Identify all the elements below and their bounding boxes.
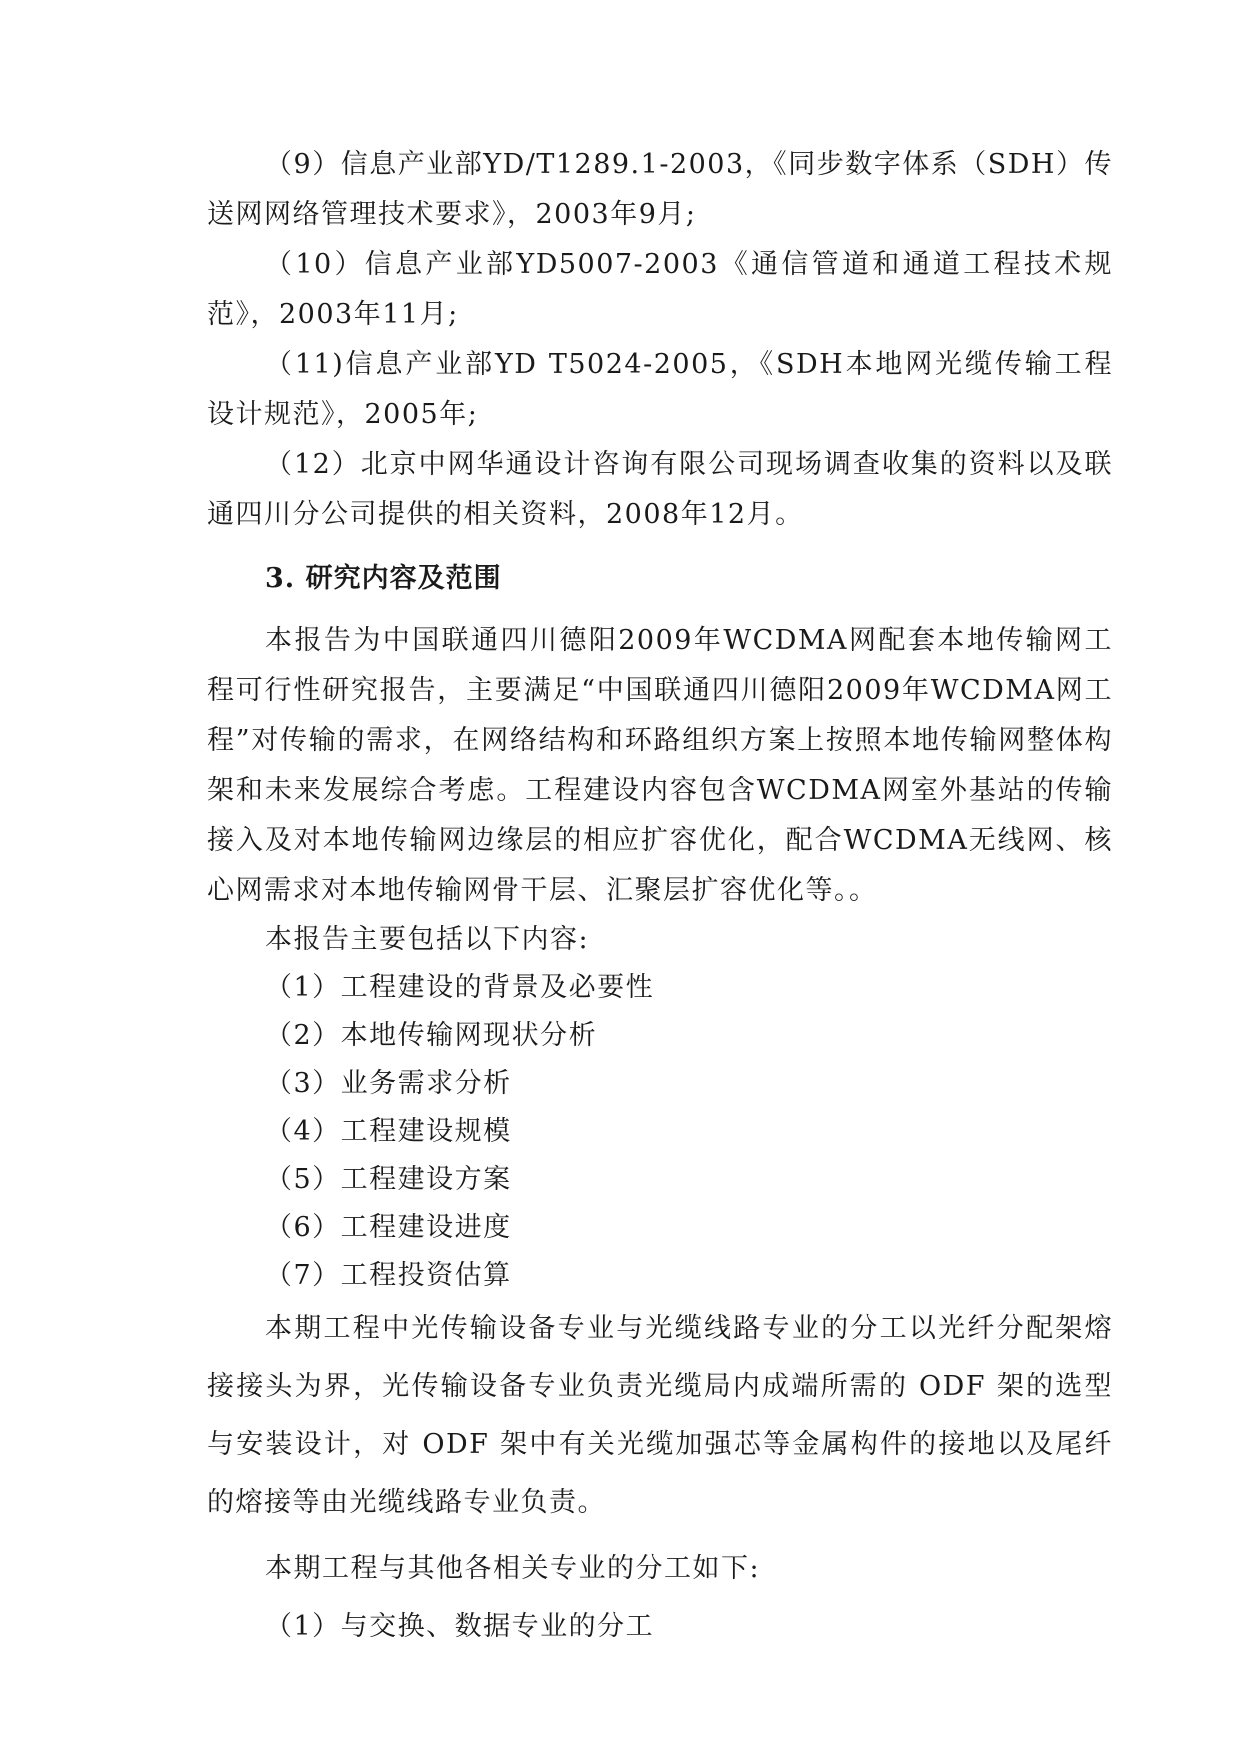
contents-item-3: （3）业务需求分析	[265, 1068, 512, 1099]
other-division-item-1: （1）与交换、数据专业的分工	[265, 1611, 655, 1642]
contents-item-1: （1）工程建设的背景及必要性	[265, 972, 655, 1003]
reference-10: （10）信息产业部YD5007-2003《通信管道和通道工程技术规范》，2003年11月;	[207, 249, 1113, 330]
contents-lead: 本报告主要包括以下内容:	[265, 924, 590, 955]
division-paragraph: 本期工程中光传输设备专业与光缆线路专业的分工以光纤分配架熔接接头为界，光传输设备专业负责光缆局内成端所需的 ODF 架的选型与安装设计，对 ODF 架中有关光缆加强芯等金属构件的接地以及尾纤的熔接等由光缆线路专业负责。	[207, 1313, 1113, 1518]
reference-12: （12）北京中网华通设计咨询有限公司现场调查收集的资料以及联通四川分公司提供的相关资料，2008年12月。	[207, 449, 1113, 530]
contents-item-7: （7）工程投资估算	[265, 1260, 512, 1291]
reference-11: （11)信息产业部YD T5024-2005，《SDH本地网光缆传输工程设计规范》，2005年;	[207, 349, 1113, 430]
document-page	[207, 140, 1113, 1656]
contents-item-4: （4）工程建设规模	[265, 1116, 512, 1147]
section-heading: 3. 研究内容及范围	[265, 563, 502, 594]
section-intro: 本报告为中国联通四川德阳2009年WCDMA网配套本地传输网工程可行性研究报告，主要满足“中国联通四川德阳2009年WCDMA网工程”对传输的需求，在网络结构和环路组织方案上按照本地传输网整体构架和未来发展综合考虑。工程建设内容包含WCDMA网室外基站的传输接入及对本地传输网边缘层的相应扩容优化，配合WCDMA无线网、核心网需求对本地传输网骨干层、汇聚层扩容优化等。。	[207, 625, 1113, 906]
contents-item-6: （6）工程建设进度	[265, 1212, 512, 1243]
reference-9: （9）信息产业部YD/T1289.1-2003，《同步数字体系（SDH）传送网网络管理技术要求》，2003年9月;	[207, 149, 1113, 230]
contents-item-2: （2）本地传输网现状分析	[265, 1020, 598, 1051]
contents-item-5: （5）工程建设方案	[265, 1164, 512, 1195]
other-division-lead: 本期工程与其他各相关专业的分工如下:	[265, 1553, 761, 1584]
